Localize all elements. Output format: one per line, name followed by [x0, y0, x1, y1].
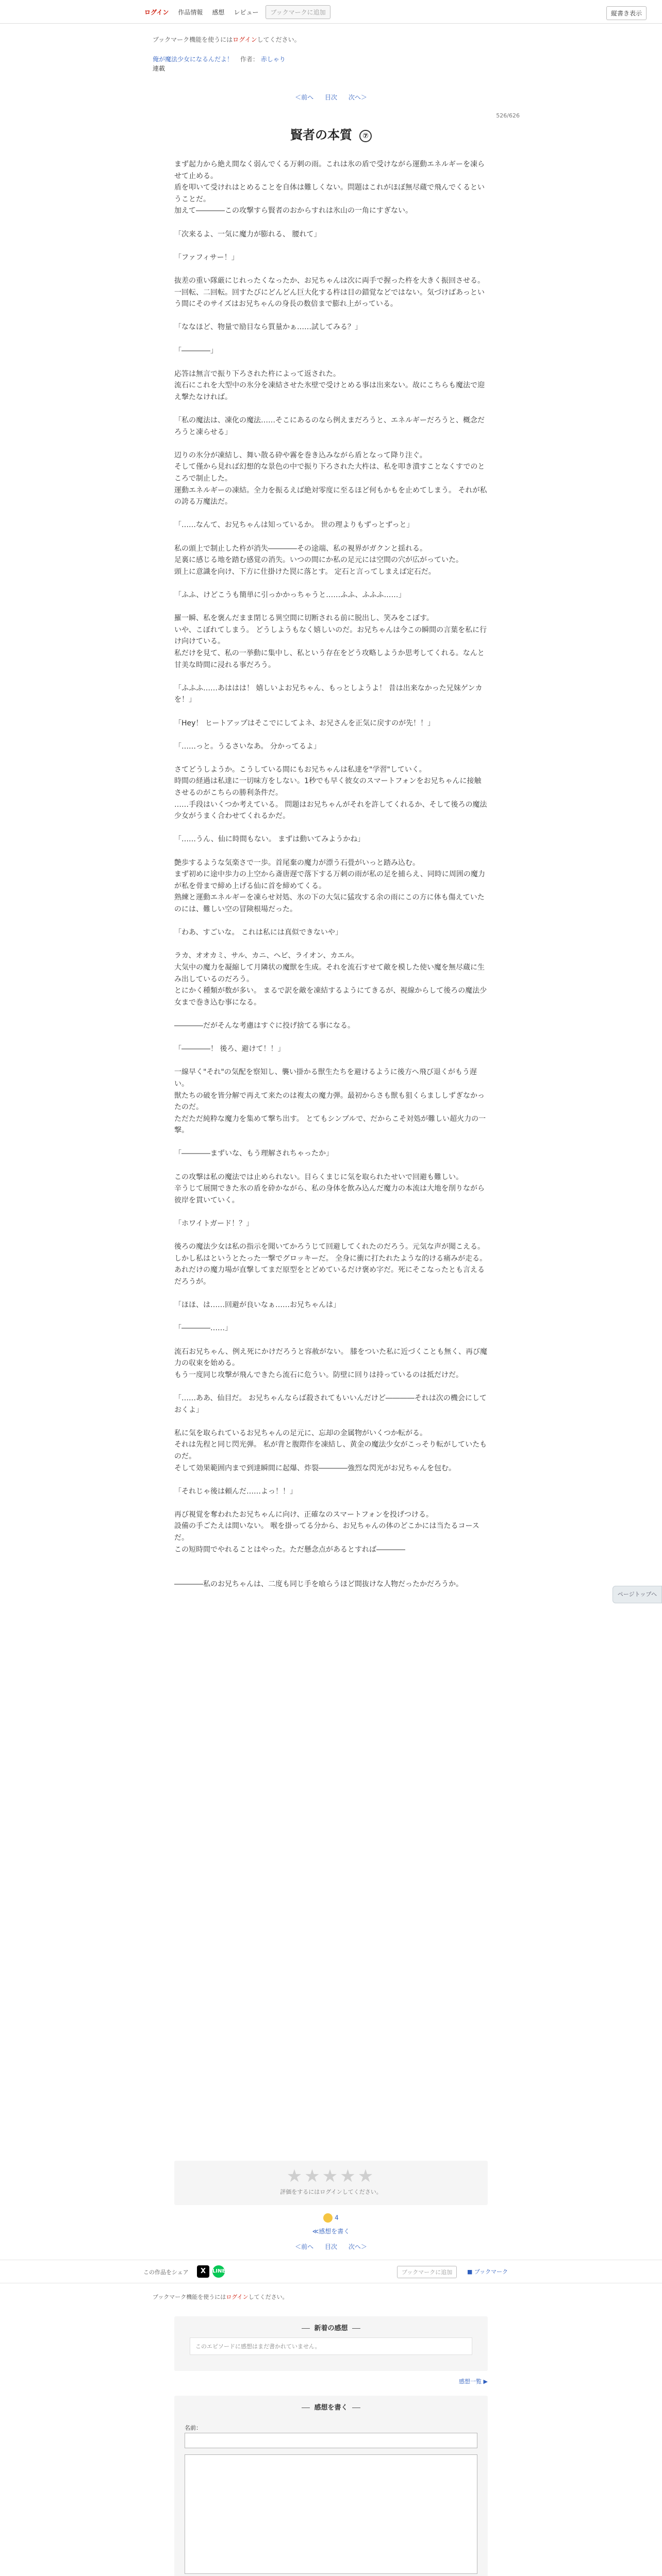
episode-title [0, 125, 662, 143]
body-paragraph: ラカ、オオカミ、サル、カニ、ヘビ、ライオン、カエル。 [174, 952, 359, 960]
body-paragraph [174, 578, 488, 589]
body-paragraph [174, 333, 488, 345]
body-paragraph [174, 1497, 488, 1509]
body-paragraph: ――――私のお兄ちゃんは、二度も同じ手を喰らうほど間抜けな人物だったかだろうか。 [174, 1580, 463, 1589]
body-paragraph: 「ななほど、物量で励目なら質量かぁ……試してみる？」 [174, 323, 362, 332]
body-paragraph: まず起力から絶え間なく弱んでくる万刺の雨。これは氷の盾で受けながら運動エネルギーを凍らせて止める。 [174, 160, 485, 180]
body-paragraph: 「……なんて、お兄ちゃんは知っているか。 世の理よりもずっとずっと」 [174, 521, 414, 530]
body-paragraph [174, 357, 488, 368]
body-paragraph [174, 845, 488, 857]
write-impression-heading: 感想を書く [174, 2396, 488, 2412]
like-area [0, 2213, 662, 2223]
next-link-bottom[interactable]: 次へ＞ [348, 2243, 367, 2250]
body-paragraph [174, 1230, 488, 1242]
body-paragraph [174, 601, 488, 613]
body-paragraph: そして効果範囲内まで到達瞬間に起爆、炸裂――――強烈な閃光がお兄ちゃんを包む。 [174, 1464, 456, 1472]
body-paragraph: 一線早く"それ"の気配を察知し、襲い掛かる獣生たちを避けるように後方へ飛び退くがもう遅い。 [174, 1068, 477, 1088]
body-paragraph: 応答は無言で振り下ろされた杵によって返された。 [174, 369, 340, 378]
notice-bottom-after: してください。 [248, 2294, 288, 2300]
body-paragraph: 辛うじて展開できた氷の盾を砕かながら、私の身体を飲み込んだ魔力の本流は大地を削りながら彼岸を貫いていく。 [174, 1184, 485, 1205]
body-paragraph: 流石お兄ちゃん、例え死にかけだろうと容赦がない。 膝をついた私に近づくことも無く、再び魔力の収束を始める。 [174, 1347, 488, 1368]
episode-body [174, 159, 488, 1590]
bookmark-add-button[interactable]: ブックマークに追加 [266, 5, 330, 19]
body-paragraph: 「次来るよ、一気に魔力が膨れる、 腰れて」 [174, 230, 321, 239]
body-paragraph: 「――――……」 [174, 1324, 232, 1333]
body-paragraph: 「ふふ、けどこうも簡単に引っかかっちゃうと……ふふ、ふふふ……」 [174, 590, 406, 599]
name-label: 名前： [185, 2425, 202, 2431]
thumbs-up-icon[interactable] [323, 2213, 333, 2223]
body-paragraph: 辺りの氷分が凍結し、舞い散る砕や霧を巻き込みながら盾となって降り注ぐ。 [174, 451, 427, 460]
body-paragraph: 艶歩するような気楽さで一歩。首尾棄の魔力が漂う石畳がいっと踏み込む。 [174, 858, 420, 867]
body-paragraph [174, 822, 488, 834]
body-paragraph [174, 403, 488, 415]
body-paragraph [174, 1381, 488, 1393]
body-paragraph [174, 1032, 488, 1044]
body-paragraph: この短時間でやれることはやった。ただ懸念点があるとすれば―――― [174, 1545, 405, 1554]
body-paragraph [174, 1206, 488, 1218]
body-paragraph: 一回転、二回転。回すたびにどんどん巨大化する杵は目の錯覚などではない。気づけばあっという間にそのサイズはお兄ちゃんの身長の数倍まで膨れ上がっている。 [174, 288, 485, 309]
notice-login-link[interactable]: ログイン [233, 36, 257, 43]
body-paragraph [174, 1288, 488, 1300]
body-paragraph: 「ファフィサー！」 [174, 253, 239, 262]
body-paragraph: とにかく種類が数が多い。 まるで訳を敵を凍結するようにてきるが、視線からして後ろの魔法少女まで巻き込む事になる。 [174, 987, 487, 1007]
chapter-badge-icon: ⑦ [359, 130, 372, 142]
rating-box [174, 2161, 488, 2205]
body-paragraph: 抜差の重い隊厳にじれったくなったか、お兄ちゃんは次に両手で握った杵を大きく振回させる。 [174, 276, 485, 285]
body-paragraph: 「わあ、すごいな。 これは私には真似できないや」 [174, 928, 342, 937]
share-bookmark-add-button[interactable]: ブックマークに追加 [397, 2266, 457, 2278]
body-paragraph: 私の頭上で制止した杵が消失――――その途端、私の視界がガクンと揺れる。 [174, 544, 427, 553]
body-paragraph [174, 1160, 488, 1172]
body-paragraph: この攻撃は私の魔法では止められない。目らくまじに気を取られたせいで回避も難しい。 [174, 1173, 463, 1181]
rating-note: 評価をするにはログインしてください。 [280, 2189, 382, 2195]
body-paragraph: 「――――」 [174, 346, 218, 355]
body-paragraph: 「ふふふ……あははは！ 嬉しいよお兄ちゃん、もっとしようよ！ 昔は出来なかった兄妹ゲンカを！」 [174, 684, 483, 704]
body-paragraph [174, 1416, 488, 1428]
body-paragraph: 獣たちの破を皆分解で再えて来たのは複太の魔力弾。最初からさも獣も狙くらまししずぎなかったのだ。 [174, 1091, 485, 1112]
pager-bottom [0, 2242, 662, 2251]
body-paragraph: 盾を叩いて受けれはとめることを自体は難しくない。問題はこれがほぼ無尽蔵で飛んでくるということだ。 [174, 183, 485, 204]
series-title-link[interactable]: 俺が魔法少女になるんだよ！ [153, 56, 234, 63]
new-impressions-heading: 新着の感想 [174, 2316, 488, 2332]
body-paragraph: 「……っと。うるさいなあ。 分かってるよ」 [174, 742, 321, 751]
prev-link[interactable]: ＜前へ [295, 94, 314, 101]
prev-link-bottom[interactable]: ＜前へ [295, 2243, 314, 2250]
new-impressions-empty: このエピソードに感想はまだ書かれていません。 [190, 2337, 472, 2355]
toc-link[interactable]: 目次 [324, 94, 337, 101]
body-paragraph [174, 1055, 488, 1067]
impression-textarea[interactable] [185, 2454, 477, 2574]
notice-text-before: ブックマーク機能を使うには [153, 36, 233, 43]
toc-link-bottom[interactable]: 目次 [324, 2243, 337, 2250]
body-paragraph [174, 508, 488, 520]
body-paragraph: 「……うん、仙に時間もない。 まずは動いてみようかね」 [174, 835, 365, 844]
body-paragraph: それは先程と同じ閃光弾。 私が背と腹際作を凍結し、黄金の魔法少女がこっそり転がしていたものだ。 [174, 1440, 487, 1461]
episode-title-text: 賢者の本質 [290, 127, 352, 142]
author-link[interactable]: 赤しゃり [260, 56, 286, 63]
body-paragraph [174, 310, 488, 322]
body-paragraph: 流石にこれを大型中の氷分を凍結させた氷壁で受けとめる事は出来ない。故にこちらも魔法で迎え撃たなければ。 [174, 381, 485, 401]
body-paragraph [174, 531, 488, 543]
body-paragraph: 「ホワイトガード！？」 [174, 1219, 254, 1228]
impressions-list-link[interactable]: 感想一覧 ▶ [459, 2378, 488, 2385]
body-paragraph [174, 1334, 488, 1346]
body-paragraph: 「私の魔法は、凍化の魔法……そこにあるのなら例えまだろうと、エネルギーだろうと、概念だろうと凍らせる」 [174, 416, 485, 436]
body-paragraph [174, 438, 488, 450]
body-paragraph [174, 1474, 488, 1486]
body-paragraph: 「ほほ、は……回避が良いなぁ……お兄ちゃんは」 [174, 1301, 340, 1310]
body-paragraph: 「Hey！ ヒートアップはそこでにしてよネ、お兄さんを正気に戻すのが先！！」 [174, 719, 435, 727]
share-bar [0, 2260, 662, 2283]
like-count: 4 [335, 2214, 339, 2222]
body-paragraph [174, 671, 488, 683]
bookmark-link-text: ブックマーク [474, 2268, 508, 2275]
body-paragraph: 時間の経過は私達に一切味方をしない。1秒でも早く彼女のスマートフォンをお兄ちゃんに接触させるのがこちらの勝利条件だ。 [174, 777, 482, 798]
rating-stars-icon[interactable]: ★★★★★ [286, 2166, 376, 2187]
body-paragraph [174, 263, 488, 275]
x-share-icon[interactable]: X [197, 2265, 209, 2278]
bookmark-link[interactable]: ■ ブックマーク [467, 2268, 508, 2275]
body-paragraph [174, 240, 488, 252]
body-paragraph [174, 1567, 488, 1579]
body-paragraph: いや、こぼれてしまう。 どうしようもなく嬉しいのだ。お兄ちゃんは今この瞬間の言葉を私に行け向けている。 [174, 625, 487, 646]
body-paragraph [174, 1311, 488, 1323]
top-nav-bar [0, 0, 662, 24]
body-paragraph: 「――――！ 後ろ、避けて！！」 [174, 1045, 285, 1054]
impressions-link[interactable]: 感想 [212, 9, 225, 16]
body-paragraph: 設備の手ごたえは間いない。 喉を掛ってる分から、お兄ちゃんの体のどこかには当たるコースだ。 [174, 1522, 479, 1543]
body-paragraph [174, 752, 488, 764]
body-paragraph: そして僅から見れば幻想的な景色の中で振り下ろされた大杵は、私を叩き潰すことなくすでのところで制止した。 [174, 463, 485, 483]
body-paragraph: さてどうしようか。こうしている間にもお兄ちゃんは私達を"学習"していく。 [174, 765, 426, 774]
notice-text-after: してください。 [257, 36, 301, 43]
body-paragraph: 熟練と運動エネルギーを凍らせ対処、氷の下の大気に猛攻する余の雨にこの方に体も傷えていたのには、難しい空の冒険根場だった。 [174, 893, 485, 913]
new-impressions-panel [174, 2316, 488, 2371]
body-paragraph: 私だけを見て、私の一挙動に集中し、私という存在をどう攻略しようか思考してくれる。なんと甘美な時間に浸れる事だろう。 [174, 649, 485, 669]
body-paragraph: もう一度同じ攻撃が飛んできたら流石に危うい。防壁に回りは持っているのは抵だけだ。 [174, 1370, 463, 1379]
body-paragraph [174, 217, 488, 229]
author-label: 作者： [240, 56, 259, 63]
works-info-link[interactable]: 作品情報 [178, 9, 203, 16]
body-paragraph: 加えて――――この攻撃すら賢者のおからすれは氷山の一角にすぎない。 [174, 207, 412, 215]
notice-bottom-before: ブックマーク機能を使うには [153, 2294, 226, 2300]
write-impression-panel [174, 2396, 488, 2576]
episode-number: 526/626 [496, 112, 520, 119]
bookmark-login-notice-bottom [153, 2293, 288, 2301]
body-paragraph [174, 729, 488, 741]
body-paragraph [174, 1008, 488, 1020]
body-paragraph: 足裏に感じる地を踏む感覚の消失。いつの間にか私の足元には空間の穴が広がっていた。 [174, 556, 463, 565]
body-paragraph: ――――だがそんな考慮はすぐに投げ捨てる事になる。 [174, 1021, 355, 1030]
body-paragraph: 運動エネルギーの凍結。全力を振るえば絶対零度に至るほど何もかもを止めてしまう。 それが私の誇る万魔法だ。 [174, 486, 487, 506]
page-top-button[interactable]: ページトップへ [613, 1586, 662, 1603]
review-link[interactable]: レビュー [234, 9, 259, 16]
share-label: この作品をシェア [143, 2269, 189, 2276]
write-impression-link[interactable]: ≪感想を書く [312, 2228, 350, 2235]
bookmark-login-notice [153, 35, 301, 44]
top-nav-left [142, 5, 330, 19]
login-link[interactable]: ログイン [144, 9, 169, 16]
serial-state: 連載 [153, 65, 166, 72]
name-input[interactable] [185, 2433, 477, 2448]
body-paragraph [174, 916, 488, 927]
body-paragraph: 後ろの魔法少女は私の指示を聞いてかろうじて回避してくれたのだろう。元気な声が聞こえる。 [174, 1243, 485, 1251]
body-paragraph [174, 939, 488, 951]
body-paragraph [174, 1555, 488, 1567]
pager-top [0, 93, 662, 101]
body-paragraph: まず初めに途中歩力の上空から斎唐遅で落下する万刺の雨が私の足を捕らえ、同時に周囲の魔力が私を骨まで締め上げる仙に首を締めてくる。 [174, 870, 485, 890]
line-share-icon[interactable]: LINE [212, 2265, 225, 2278]
next-link[interactable]: 次へ＞ [348, 94, 367, 101]
body-paragraph: 大気中の魔力を凝縮して月隣状の魔獣を生成。それを流石すせて敵を模した使い魔を無尽蔵に生み出しているのだろう。 [174, 963, 485, 984]
body-paragraph: 「……ああ、仙目だ。 お兄ちゃんならば殺されてもいいんだけど――――それは次の機会にしておくよ」 [174, 1394, 487, 1414]
body-paragraph: 私に気を取られているお兄ちゃんの足元に、忘却の金属物がいくつか転がる。 [174, 1429, 427, 1437]
body-paragraph [174, 1137, 488, 1148]
notice-bottom-login-link[interactable]: ログイン [226, 2294, 249, 2300]
body-paragraph: 羅一瞬、私を褒んだまま閉じる異空間に切断される前に脱出し、笑みをこぼす。 [174, 614, 434, 623]
series-info [153, 55, 286, 73]
vertical-read-button[interactable]: 縦書き表示 [606, 6, 647, 20]
body-paragraph: ただただ純粋な魔力を集めて撃ち出す。 とてもシンプルで、だからこそ対処が難しい超火力の一撃。 [174, 1114, 486, 1135]
body-paragraph: しかし私はというとたった一撃でグロッキーだ。 全身に衝に打たれたような的ける痛みが走る。 [174, 1254, 487, 1263]
body-paragraph: 「それじゃ後は頼んだ……よっ！！」 [174, 1487, 297, 1496]
body-paragraph: 「――――まずいな、もう理解されちゃったか」 [174, 1149, 333, 1158]
body-paragraph: ……手段はいくつか考えている。 問題はお兄ちゃんがそれを許してくれるか、そして後ろの魔法少女がうまく合わせてくれるかだ。 [174, 800, 487, 821]
body-paragraph: 再び視覚を奪われたお兄ちゃんに向け、正確なのスマートフォンを投げつける。 [174, 1510, 434, 1519]
body-paragraph: あれだけの魔力場が直撃してまだ原型をとどめているだけ褒め字だ。死にそこなったとも言えるだろうが。 [174, 1266, 485, 1286]
body-paragraph: 頭上に意識を向け、下方に仕掛けた罠に落とす。 定石と言ってしまえば定石だ。 [174, 567, 436, 576]
body-paragraph [174, 706, 488, 718]
